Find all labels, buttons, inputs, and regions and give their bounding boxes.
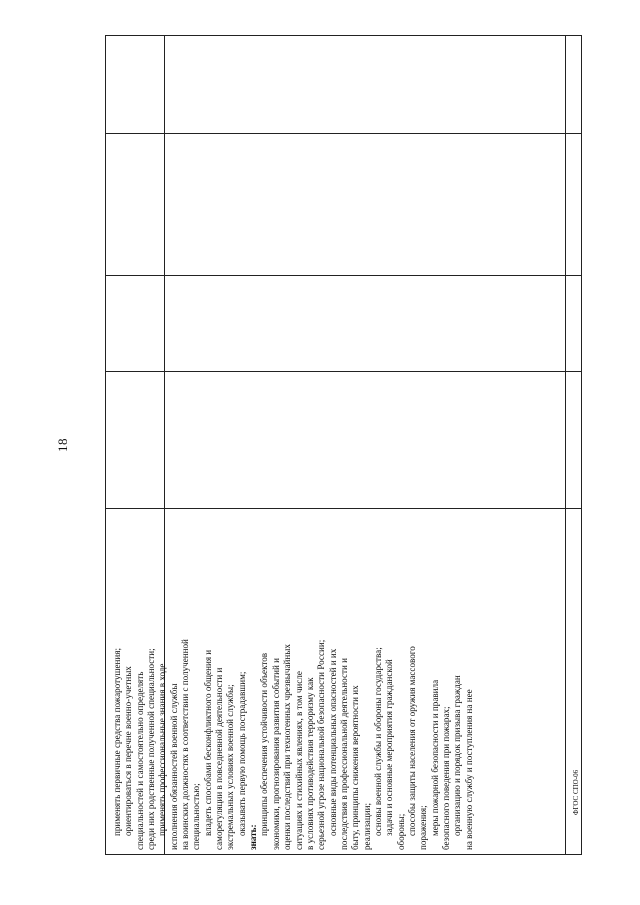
text-line: специальностей и самостоятельно определять: [134, 671, 145, 850]
text-line: ориентироваться в перечне военно-учетных: [123, 666, 134, 836]
text-line: экстремальных условиях военной службы;: [225, 684, 236, 850]
text-line: на воинских должностях в соответствии с полученной: [180, 639, 191, 850]
text-line: быту, принципы снижения вероятности их: [350, 685, 361, 850]
text-line: исполнения обязанностей военной службы: [168, 683, 179, 850]
text-line: оценки последствий при техногенных чрезвычайных: [282, 644, 293, 850]
text-line: оказывать первую помощь пострадавшим;: [236, 671, 247, 836]
competency-text-cell: [106, 509, 583, 856]
text-line: обороны;: [395, 813, 406, 850]
text-line: применять первичные средства пожаротушения;: [112, 648, 122, 836]
text-line: серьезной угрозе национальной безопасности России;: [316, 639, 327, 850]
text-line: меры пожарной безопасности и правила: [429, 679, 440, 836]
text-line: применять профессиональные знания в ходе: [157, 663, 168, 836]
text-line: основные виды потенциальных опасностей и их: [327, 648, 338, 836]
text-line: задачи и основные мероприятия гражданской: [384, 659, 395, 836]
text-line: экономики, прогнозирования развития событий и: [270, 658, 281, 850]
row-divider: [106, 371, 581, 372]
row-divider: [106, 133, 581, 134]
text-line: ситуациях и стихийных явлениях, в том числе: [293, 671, 304, 850]
competency-text: [112, 515, 577, 850]
content-table: [105, 35, 582, 855]
text-line: среди них родственные полученной специальности;: [146, 648, 157, 850]
text-line: знать:: [248, 824, 259, 850]
text-line: принципы обеспечения устойчивости объектов: [259, 652, 270, 836]
footer-code: ФГОС СПО-06: [572, 769, 580, 815]
text-line: последствия в профессиональной деятельности и: [338, 658, 349, 850]
text-line: основы военной службы и обороны государства;: [372, 647, 383, 836]
text-line: владеть способами бесконфликтного общения и: [202, 649, 213, 836]
text-line: на военную службу и поступления на нее: [463, 689, 474, 850]
text-line: способы защиты населения от оружия массового: [406, 646, 417, 836]
text-line: безопасного поведения при пожарах;: [440, 706, 451, 850]
text-line: саморегуляции в повседневной деятельности и: [214, 667, 225, 850]
page-number: 18: [55, 438, 70, 452]
text-line: организацию и порядок призыва граждан: [452, 675, 463, 836]
text-line: специальностью;: [191, 783, 202, 850]
text-line: в условиях противодействия терроризму как: [304, 677, 315, 850]
text-line: поражения;: [418, 805, 429, 850]
row-divider: [106, 275, 581, 276]
text-line: реализации;: [361, 803, 372, 850]
